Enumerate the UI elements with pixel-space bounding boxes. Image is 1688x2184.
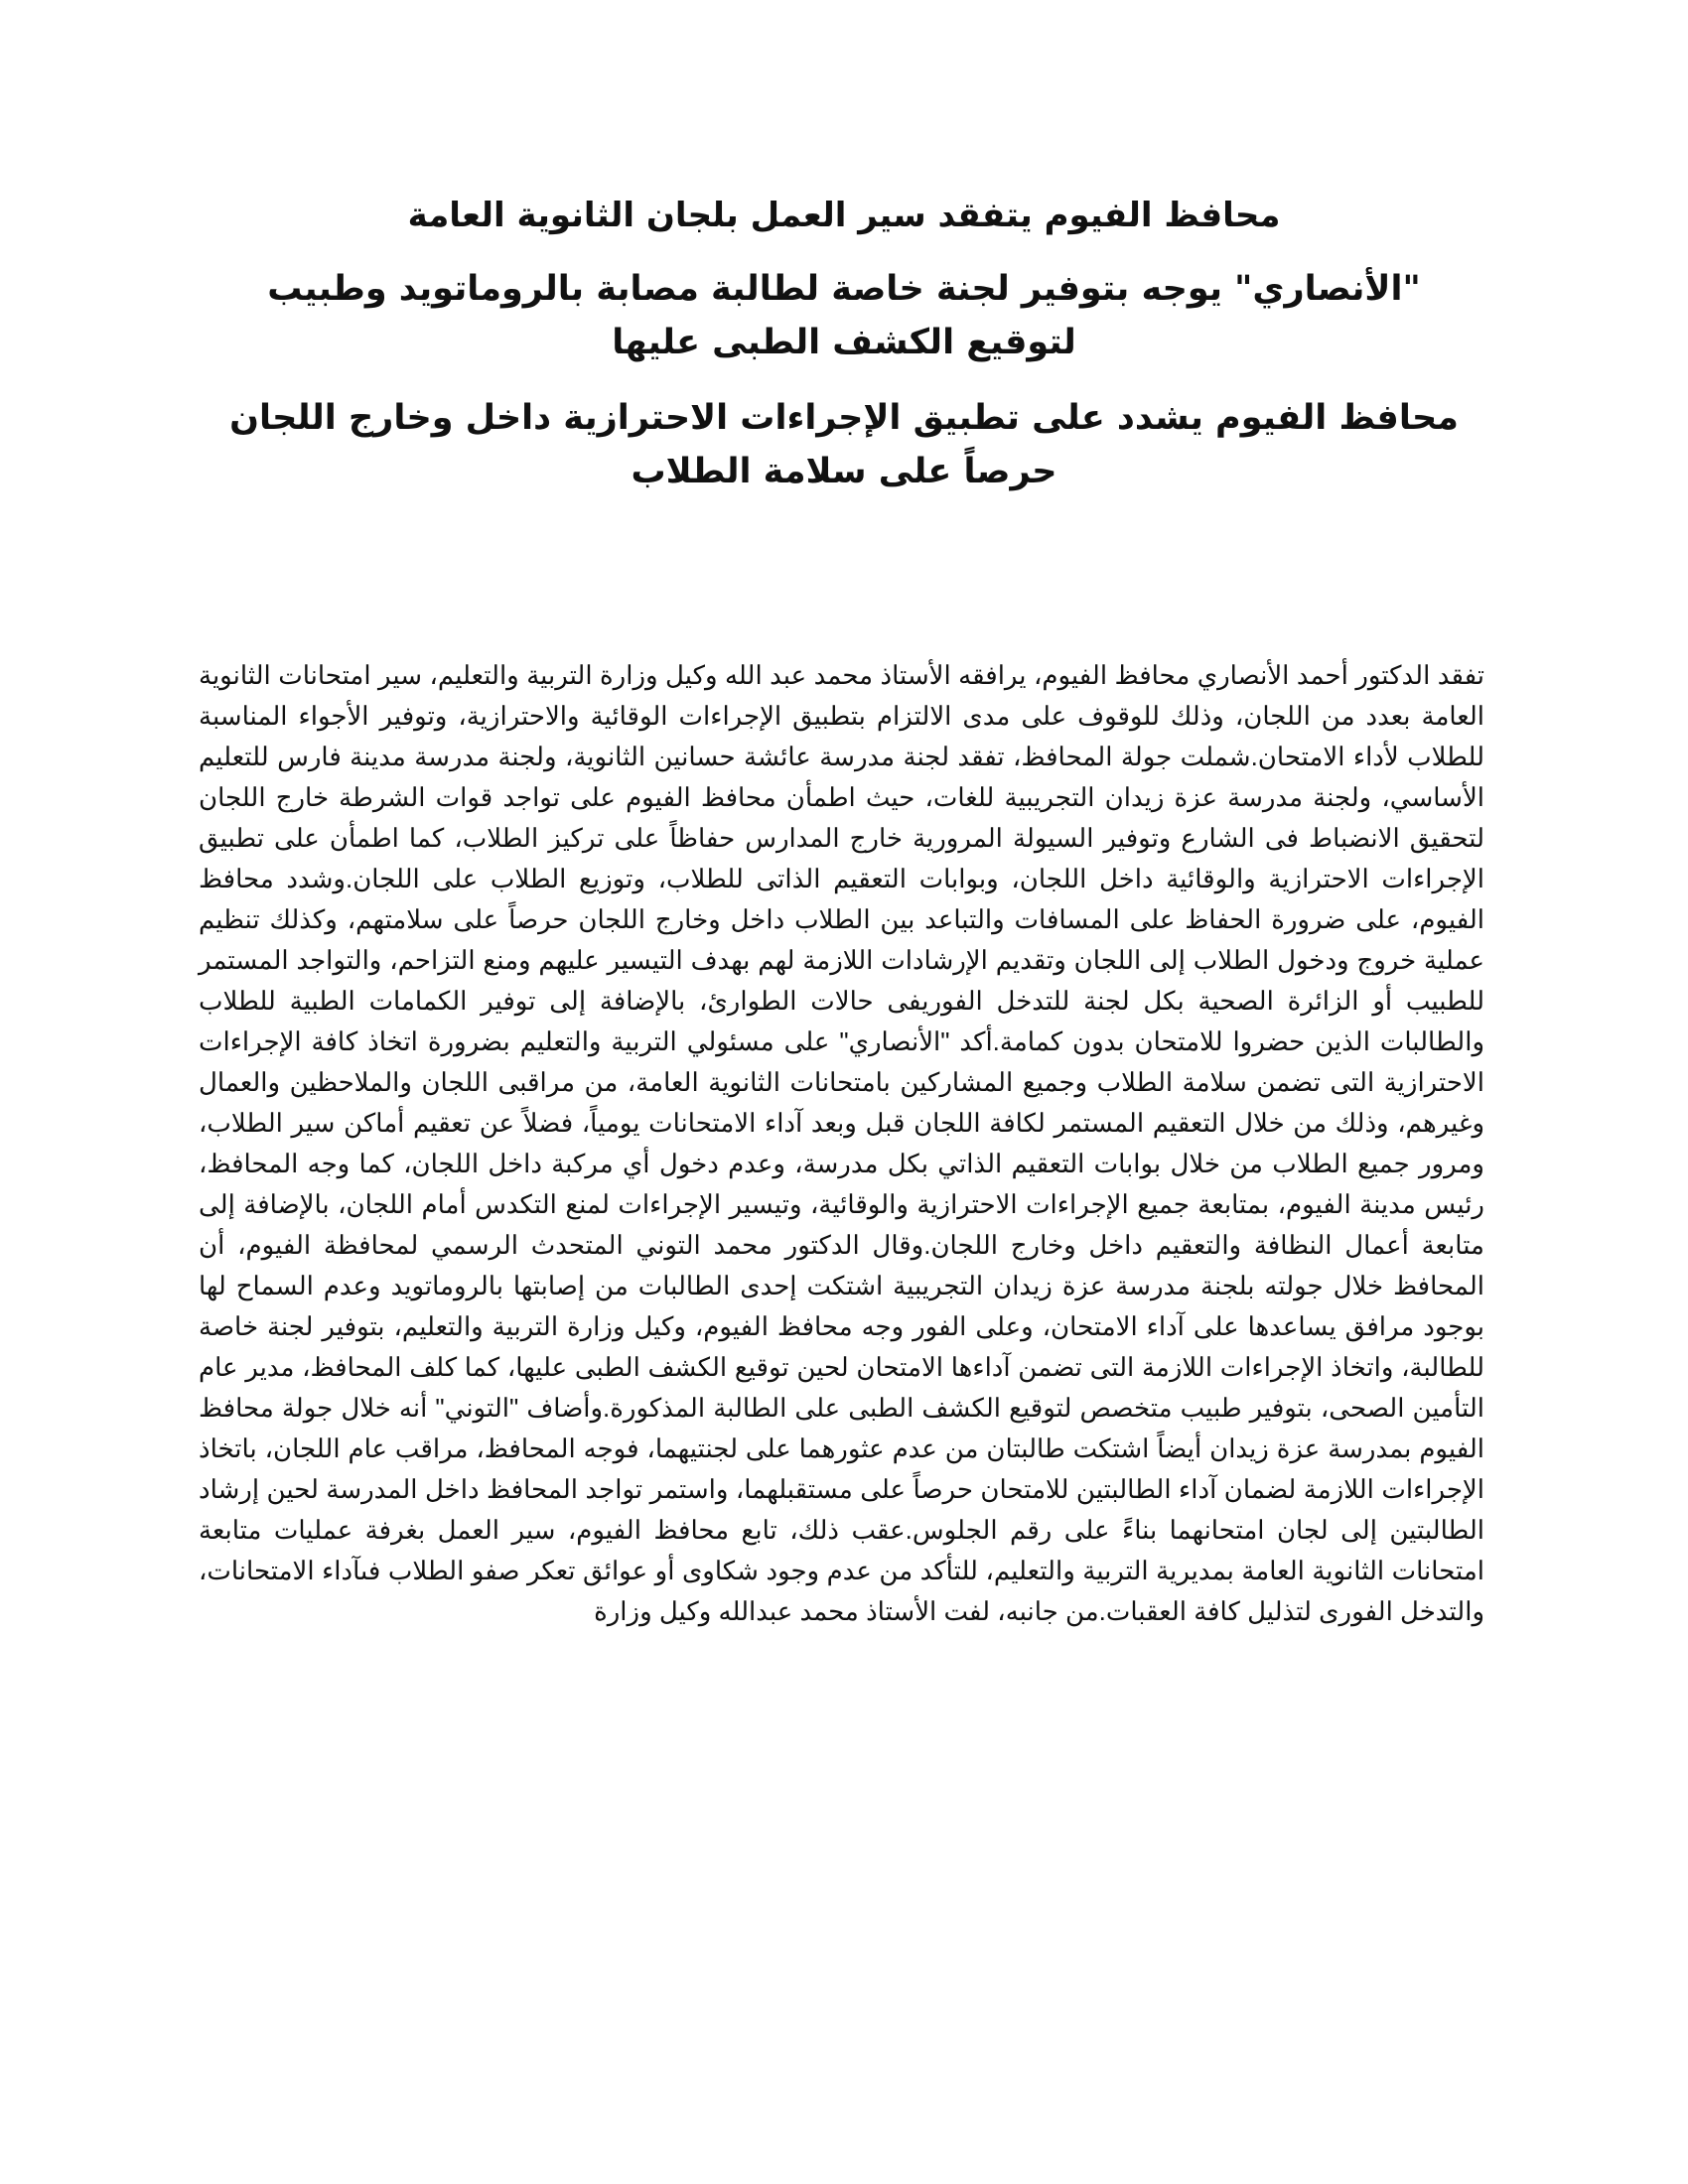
headline-secondary: "الأنصاري" يوجه بتوفير لجنة خاصة لطالبة مصابة بالروماتويد وطبيب لتوقيع الكشف الطبى عليها <box>267 269 1421 362</box>
headline-block <box>228 189 1460 498</box>
article-body: تفقد الدكتور أحمد الأنصاري محافظ الفيوم، يرافقه الأستاذ محمد عبد الله وكيل وزارة التربية والتعليم، سير امتحانات الثانوية العامة بعدد من اللجان، وذلك للوقوف على مدى الالتزام بتطبيق الإجراءات الوقائية والاحترازية، وتوفير الأجواء المناسبة للطلاب لأداء الامتحان.شملت جولة المحافظ، تفقد لجنة مدرسة عائشة حسانين الثانوية، ولجنة مدرسة مدينة فارس للتعليم الأساسي، ولجنة مدرسة عزة زيدان التجريبية للغات، حيث اطمأن محافظ الفيوم على تواجد قوات الشرطة خارج اللجان لتحقيق الانضباط فى الشارع وتوفير السيولة المرورية خارج المدارس حفاظاً على تركيز الطلاب، كما اطمأن على تطبيق الإجراءات الاحترازية والوقائية داخل اللجان، وبوابات التعقيم الذاتى للطلاب، وتوزيع الطلاب على اللجان.وشدد محافظ الفيوم، على ضرورة الحفاظ على المسافات والتباعد بين الطلاب داخل وخارج اللجان حرصاً على سلامتهم، وكذلك تنظيم عملية خروج ودخول الطلاب إلى اللجان وتقديم الإرشادات اللازمة لهم بهدف التيسير عليهم ومنع التزاحم، والتواجد المستمر للطبيب أو الزائرة الصحية بكل لجنة للتدخل الفوريفى حالات الطوارئ، بالإضافة إلى توفير الكمامات الطبية للطلاب والطالبات الذين حضروا للامتحان بدون كمامة.أكد "الأنصاري" على مسئولي التربية والتعليم بضرورة اتخاذ كافة الإجراءات الاحترازية التى تضمن سلامة الطلاب وجميع المشاركين بامتحانات الثانوية العامة، من مراقبى اللجان والملاحظين والعمال وغيرهم، وذلك من خلال التعقيم المستمر لكافة اللجان قبل وبعد آداء الامتحانات يومياً، فضلاً عن تعقيم أماكن سير الطلاب، ومرور جميع الطلاب من خلال بوابات التعقيم الذاتي بكل مدرسة، وعدم دخول أي مركبة داخل اللجان، كما وجه المحافظ، رئيس مدينة الفيوم، بمتابعة جميع الإجراءات الاحترازية والوقائية، وتيسير الإجراءات لمنع التكدس أمام اللجان، بالإضافة إلى متابعة أعمال النظافة والتعقيم داخل وخارج اللجان.وقال الدكتور محمد التوني المتحدث الرسمي لمحافظة الفيوم، أن المحافظ خلال جولته بلجنة مدرسة عزة زيدان التجريبية اشتكت إحدى الطالبات من إصابتها بالروماتويد وعدم السماح لها بوجود مرافق يساعدها على آداء الامتحان، وعلى الفور وجه محافظ الفيوم، وكيل وزارة التربية والتعليم، بتوفير لجنة خاصة للطالبة، واتخاذ الإجراءات اللازمة التى تضمن آداءها الامتحان لحين توقيع الكشف الطبى عليها، كما كلف المحافظ، مدير عام التأمين الصحى، بتوفير طبيب متخصص لتوقيع الكشف الطبى على الطالبة المذكورة.وأضاف "التوني" أنه خلال جولة محافظ الفيوم بمدرسة عزة زيدان أيضاً اشتكت طالبتان من عدم عثورهما على لجنتيهما، فوجه المحافظ، مراقب عام اللجان، باتخاذ الإجراءات اللازمة لضمان آداء الطالبتين للامتحان حرصاً على مستقبلهما، واستمر تواجد المحافظ داخل المدرسة لحين إرشاد الطالبتين إلى لجان امتحانهما بناءً على رقم الجلوس.عقب ذلك، تابع محافظ الفيوم، سير العمل بغرفة عمليات متابعة امتحانات الثانوية العامة بمديرية التربية والتعليم، للتأكد من عدم وجود شكاوى أو عوائق تعكر صفو الطلاب فىآداء الامتحانات، والتدخل الفورى لتذليل كافة العقبات.من جانبه، لفت الأستاذ محمد عبدالله وكيل وزارة <box>199 660 1484 1626</box>
headline-main: محافظ الفيوم يتفقد سير العمل بلجان الثانوية العامة <box>407 196 1281 235</box>
headline-tertiary: محافظ الفيوم يشدد على تطبيق الإجراءات الاحترازية داخل وخارج اللجان حرصاً على سلامة الطلاب <box>229 398 1459 491</box>
